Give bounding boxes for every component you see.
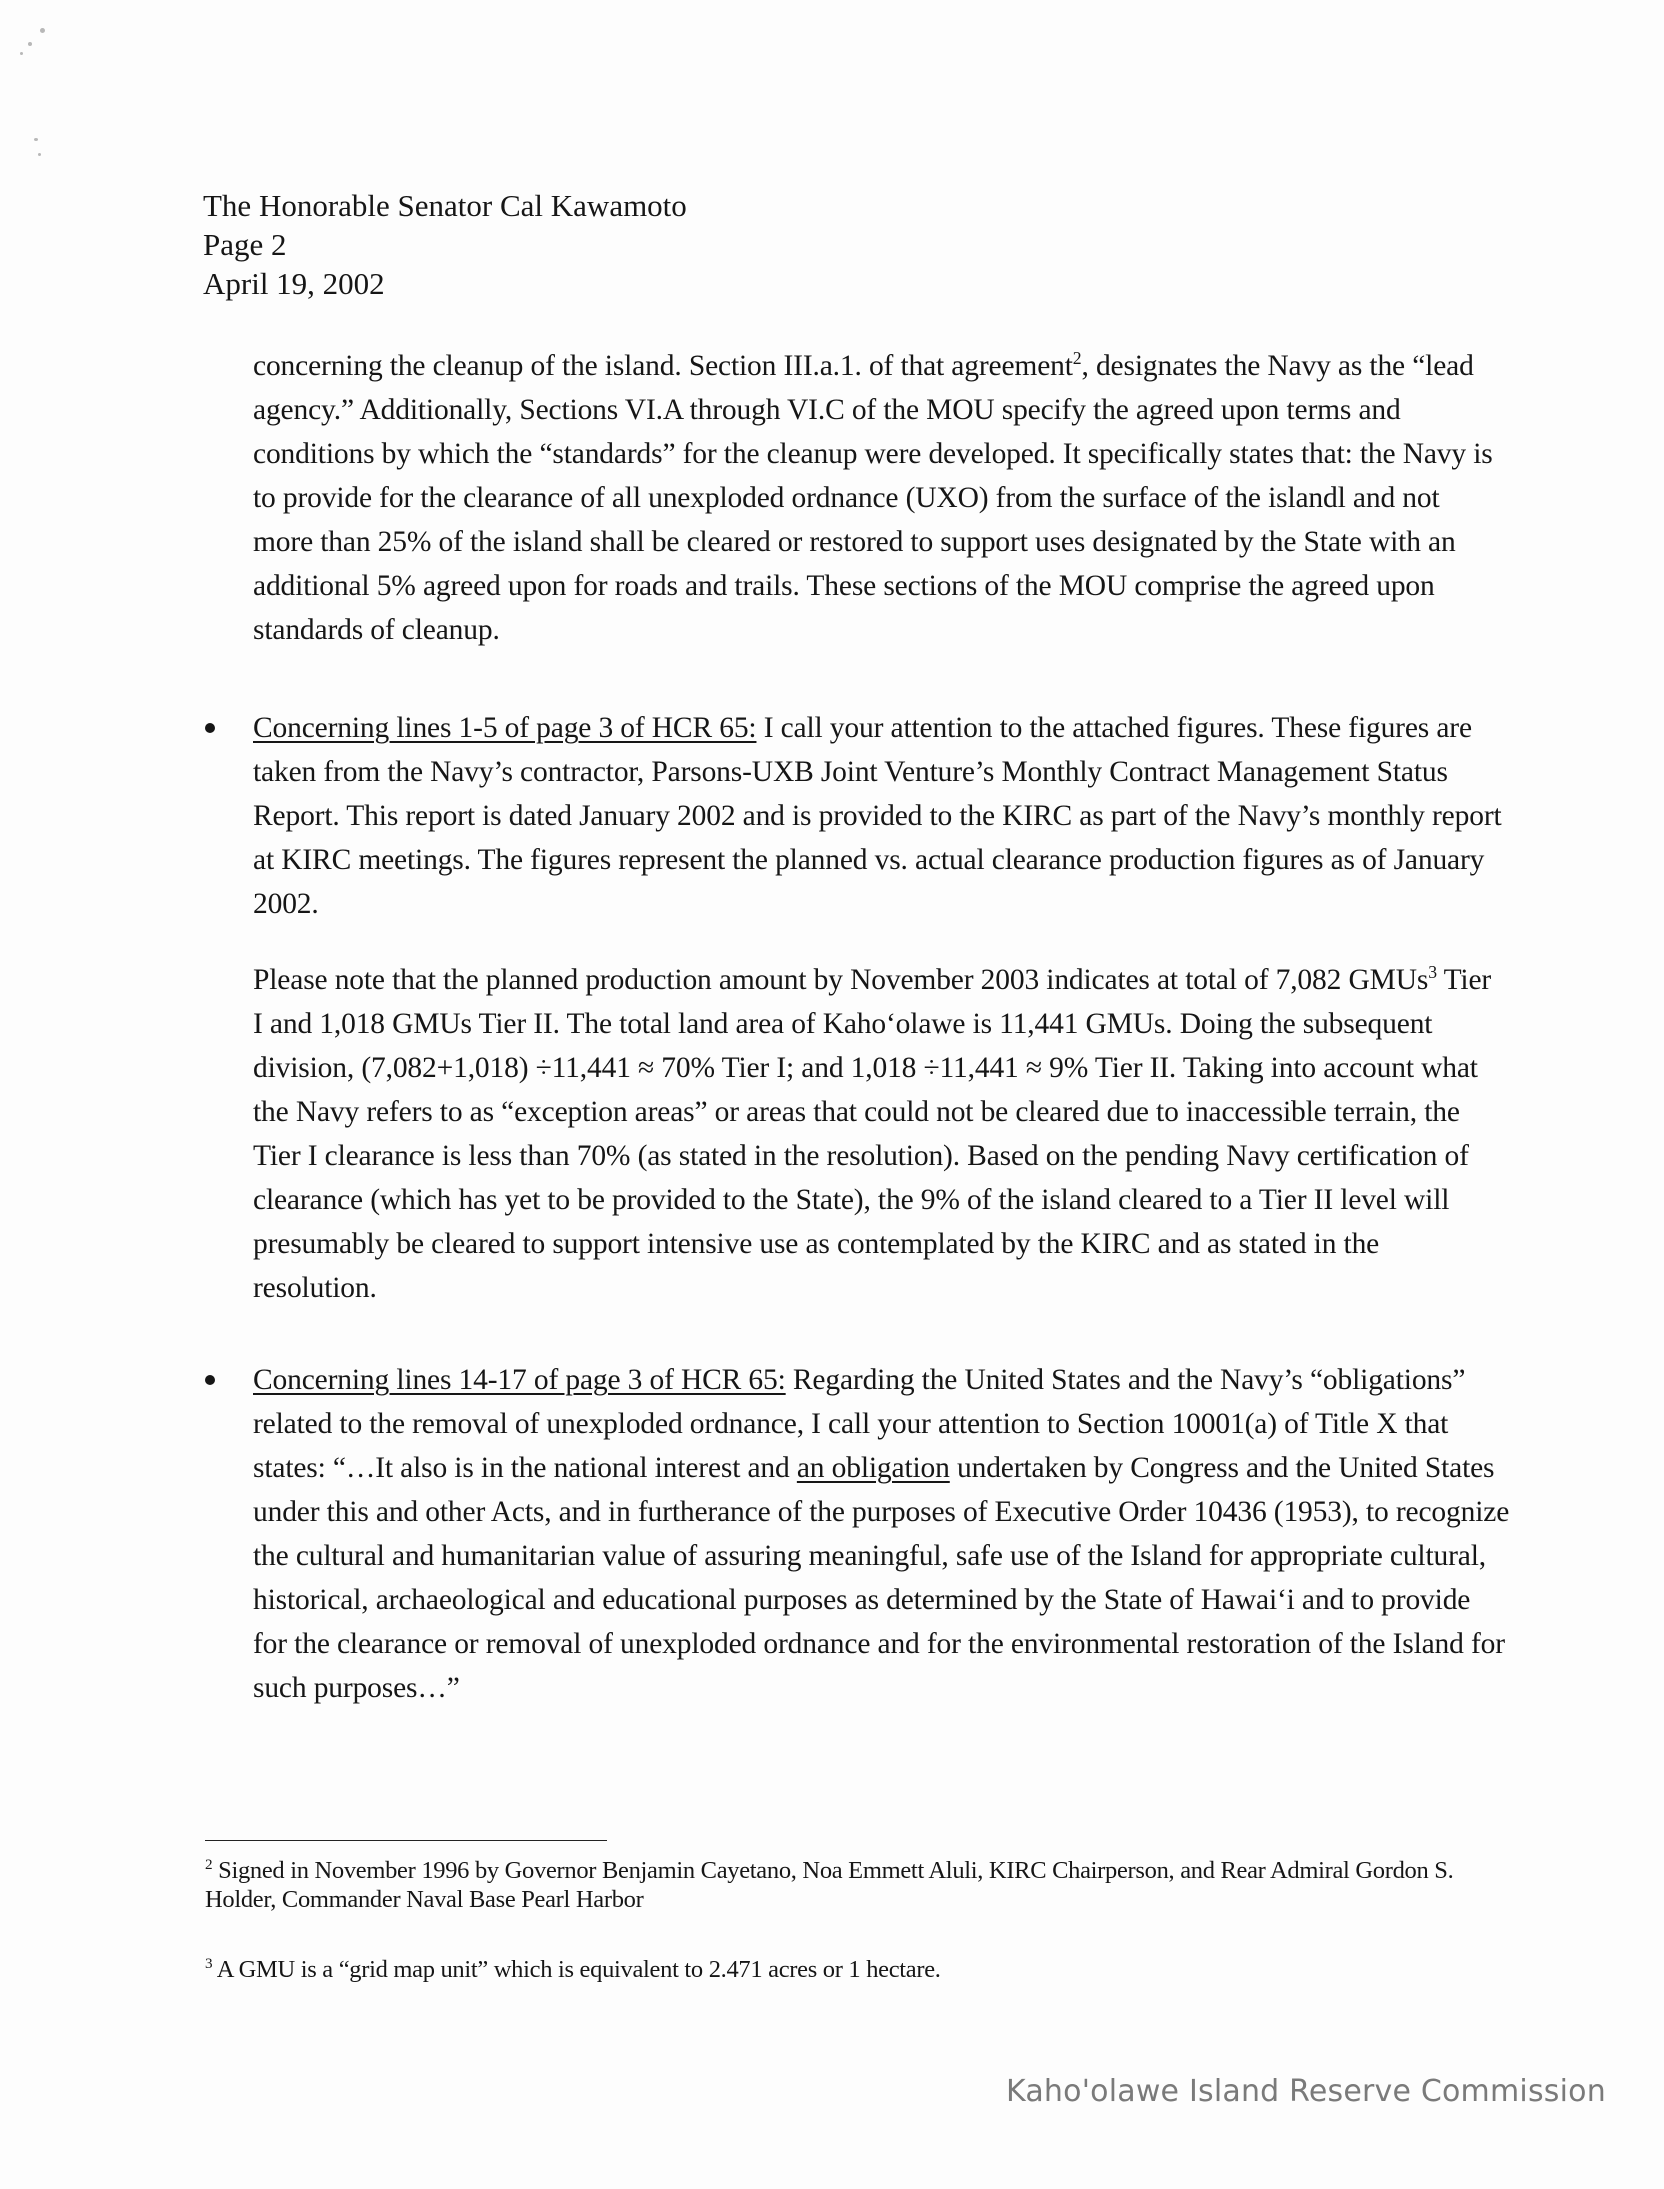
- page-number: Page 2: [203, 227, 287, 262]
- footnote-ref-2: 2: [1072, 348, 1082, 369]
- scan-speck: [20, 52, 23, 55]
- footnote-2: [205, 1856, 1505, 1914]
- bullet-item-lines-1-5: [200, 706, 1510, 926]
- scan-speck: [40, 28, 45, 33]
- footnote-divider: [205, 1840, 607, 1841]
- bullet-item-lines-14-17: [200, 1358, 1510, 1710]
- letter-date: April 19, 2002: [203, 266, 385, 301]
- footnote-marker: 3: [205, 1954, 213, 1972]
- footnote-3: [205, 1955, 1505, 1984]
- paragraph-text: Tier I and 1,018 GMUs Tier II. The total land area of Kaho‘olawe is 11,441 GMUs. Doing the subsequent division, (7,082+1,018) ÷11,441 ≈ 70% Tier I; and 1,018 ÷11,441 ≈ 9% Tier II. Taking into account what the Navy refers to as “exception areas” or areas that could not be cleared due to inaccessible terrain, the Tier I clearance is less than 70% (as stated in the resolution). Based on the pending Navy certification of clearance (which has yet to be provided to the State), the 9% of the island cleared to a Tier II level will presumably be cleared to support intensive use as contemplated by the KIRC and as stated in the resolution.: [253, 964, 1492, 1304]
- scan-speck: [34, 138, 38, 141]
- recipient-line: The Honorable Senator Cal Kawamoto: [203, 188, 687, 223]
- paragraph-text: Please note that the planned production amount by November 2003 indicates at total of 7,082 GMUs: [253, 964, 1429, 996]
- bullet-icon: [205, 1375, 215, 1385]
- scan-speck: [38, 153, 41, 156]
- paragraph-text: , designates the Navy as the “lead agency.” Additionally, Sections VI.A through VI.C of the MOU specify the agreed upon terms and conditions by which the “standards” for the cleanup were developed. It specifically states that: the Navy is to provide for the clearance of all unexploded ordnance (UXO) from the surface of the islandl and not more than 25% of the island shall be cleared or restored to support uses designated by the State with an additional 5% agreed upon for roads and trails. These sections of the MOU comprise the agreed upon standards of cleanup.: [253, 350, 1493, 646]
- gmu-calculation-paragraph: [253, 958, 1503, 1310]
- footnote-text: Signed in November 1996 by Governor Benjamin Cayetano, Noa Emmett Aluli, KIRC Chairperson, and Rear Admiral Gordon S. Holder, Commander Naval Base Pearl Harbor: [205, 1857, 1454, 1913]
- bullet-text: undertaken by Congress and the United States under this and other Acts, and in furtherance of the purposes of Executive Order 10436 (1953), to recognize the cultural and humanitarian value of assuring meaningful, safe use of the Island for appropriate cultural, historical, archaeological and educational purposes as determined by the State of Hawai‘i and to provide for the clearance or removal of unexploded ordnance and for the environmental restoration of the Island for such purposes…”: [253, 1452, 1510, 1704]
- archive-watermark: Kaho'olawe Island Reserve Commission: [1006, 2074, 1606, 2109]
- bullet-text: Regarding the United States and the Navy’s “obligations” related to the removal of unexploded ordnance, I call your attention to Section 10001(a) of Title X that states: “…It also is in the national interest and: [253, 1364, 1466, 1484]
- footnote-marker: 2: [205, 1855, 213, 1873]
- bullet-text: I call your attention to the attached figures. These figures are taken from the Navy’s contractor, Parsons-UXB Joint Venture’s Monthly Contract Management Status Report. This report is dated January 2002 and is provided to the KIRC as part of the Navy’s monthly report at KIRC meetings. The figures represent the planned vs. actual clearance production figures as of January 2002.: [253, 712, 1502, 920]
- footnote-ref-3: 3: [1428, 962, 1437, 983]
- continuation-paragraph: [253, 344, 1503, 652]
- bullet-heading: Concerning lines 1-5 of page 3 of HCR 65:: [253, 712, 757, 744]
- scan-speck: [28, 42, 32, 46]
- letter-header: [203, 186, 687, 303]
- footnote-text: A GMU is a “grid map unit” which is equivalent to 2.471 acres or 1 hectare.: [212, 1956, 941, 1983]
- paragraph-text: concerning the cleanup of the island. Section III.a.1. of that agreement: [253, 350, 1073, 382]
- underlined-phrase: an obligation: [796, 1452, 950, 1484]
- bullet-icon: [205, 723, 215, 733]
- bullet-heading: Concerning lines 14-17 of page 3 of HCR 65:: [253, 1364, 786, 1396]
